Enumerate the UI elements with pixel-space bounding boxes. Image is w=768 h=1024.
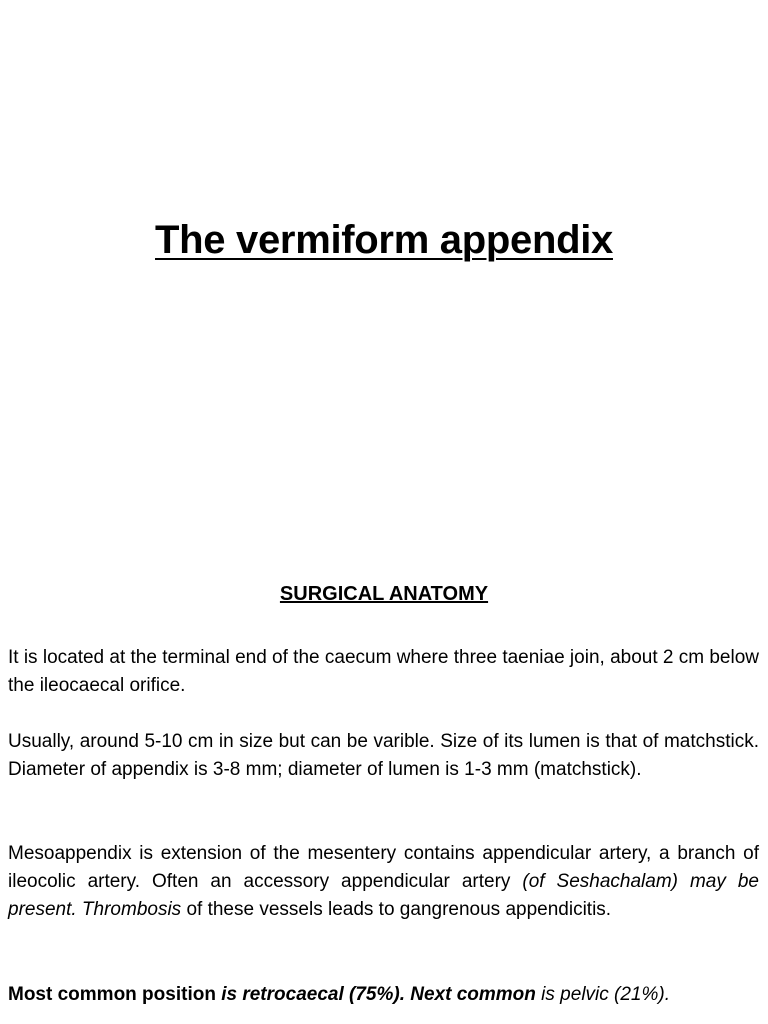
paragraph-mesoappendix-text-1: Mesoappendix is extension of the mesentery contains appendicular artery, a branch of ileocolic artery. Often an accessory appendicular artery — [8, 843, 759, 892]
paragraph-size: Usually, around 5-10 cm in size but can be varible. Size of its lumen is that of matchstick. Diameter of appendix is 3-8 mm; diameter of lumen is 1-3 mm (matchstick). — [8, 731, 759, 780]
paragraph-mesoappendix — [8, 840, 759, 924]
paragraph-position-bold-italic-text: is retrocaecal (75%). Next common — [221, 984, 536, 1005]
page-title: The vermiform appendix — [155, 218, 613, 262]
paragraph-position-italic-text: is pelvic (21%). — [535, 984, 671, 1005]
paragraph-position — [8, 981, 759, 1009]
paragraph-mesoappendix-italic-text: (of Seshachalam) may be present. Thrombosis — [8, 871, 759, 920]
section-heading: SURGICAL ANATOMY — [279, 583, 489, 605]
paragraph-location: It is located at the terminal end of the caecum where three taeniae join, about 2 cm below the ileocaecal orifice. — [8, 647, 759, 696]
paragraph-position-bold-text: Most common position — [8, 984, 222, 1005]
paragraph-mesoappendix-text-2: of these vessels leads to gangrenous appendicitis. — [181, 899, 612, 920]
